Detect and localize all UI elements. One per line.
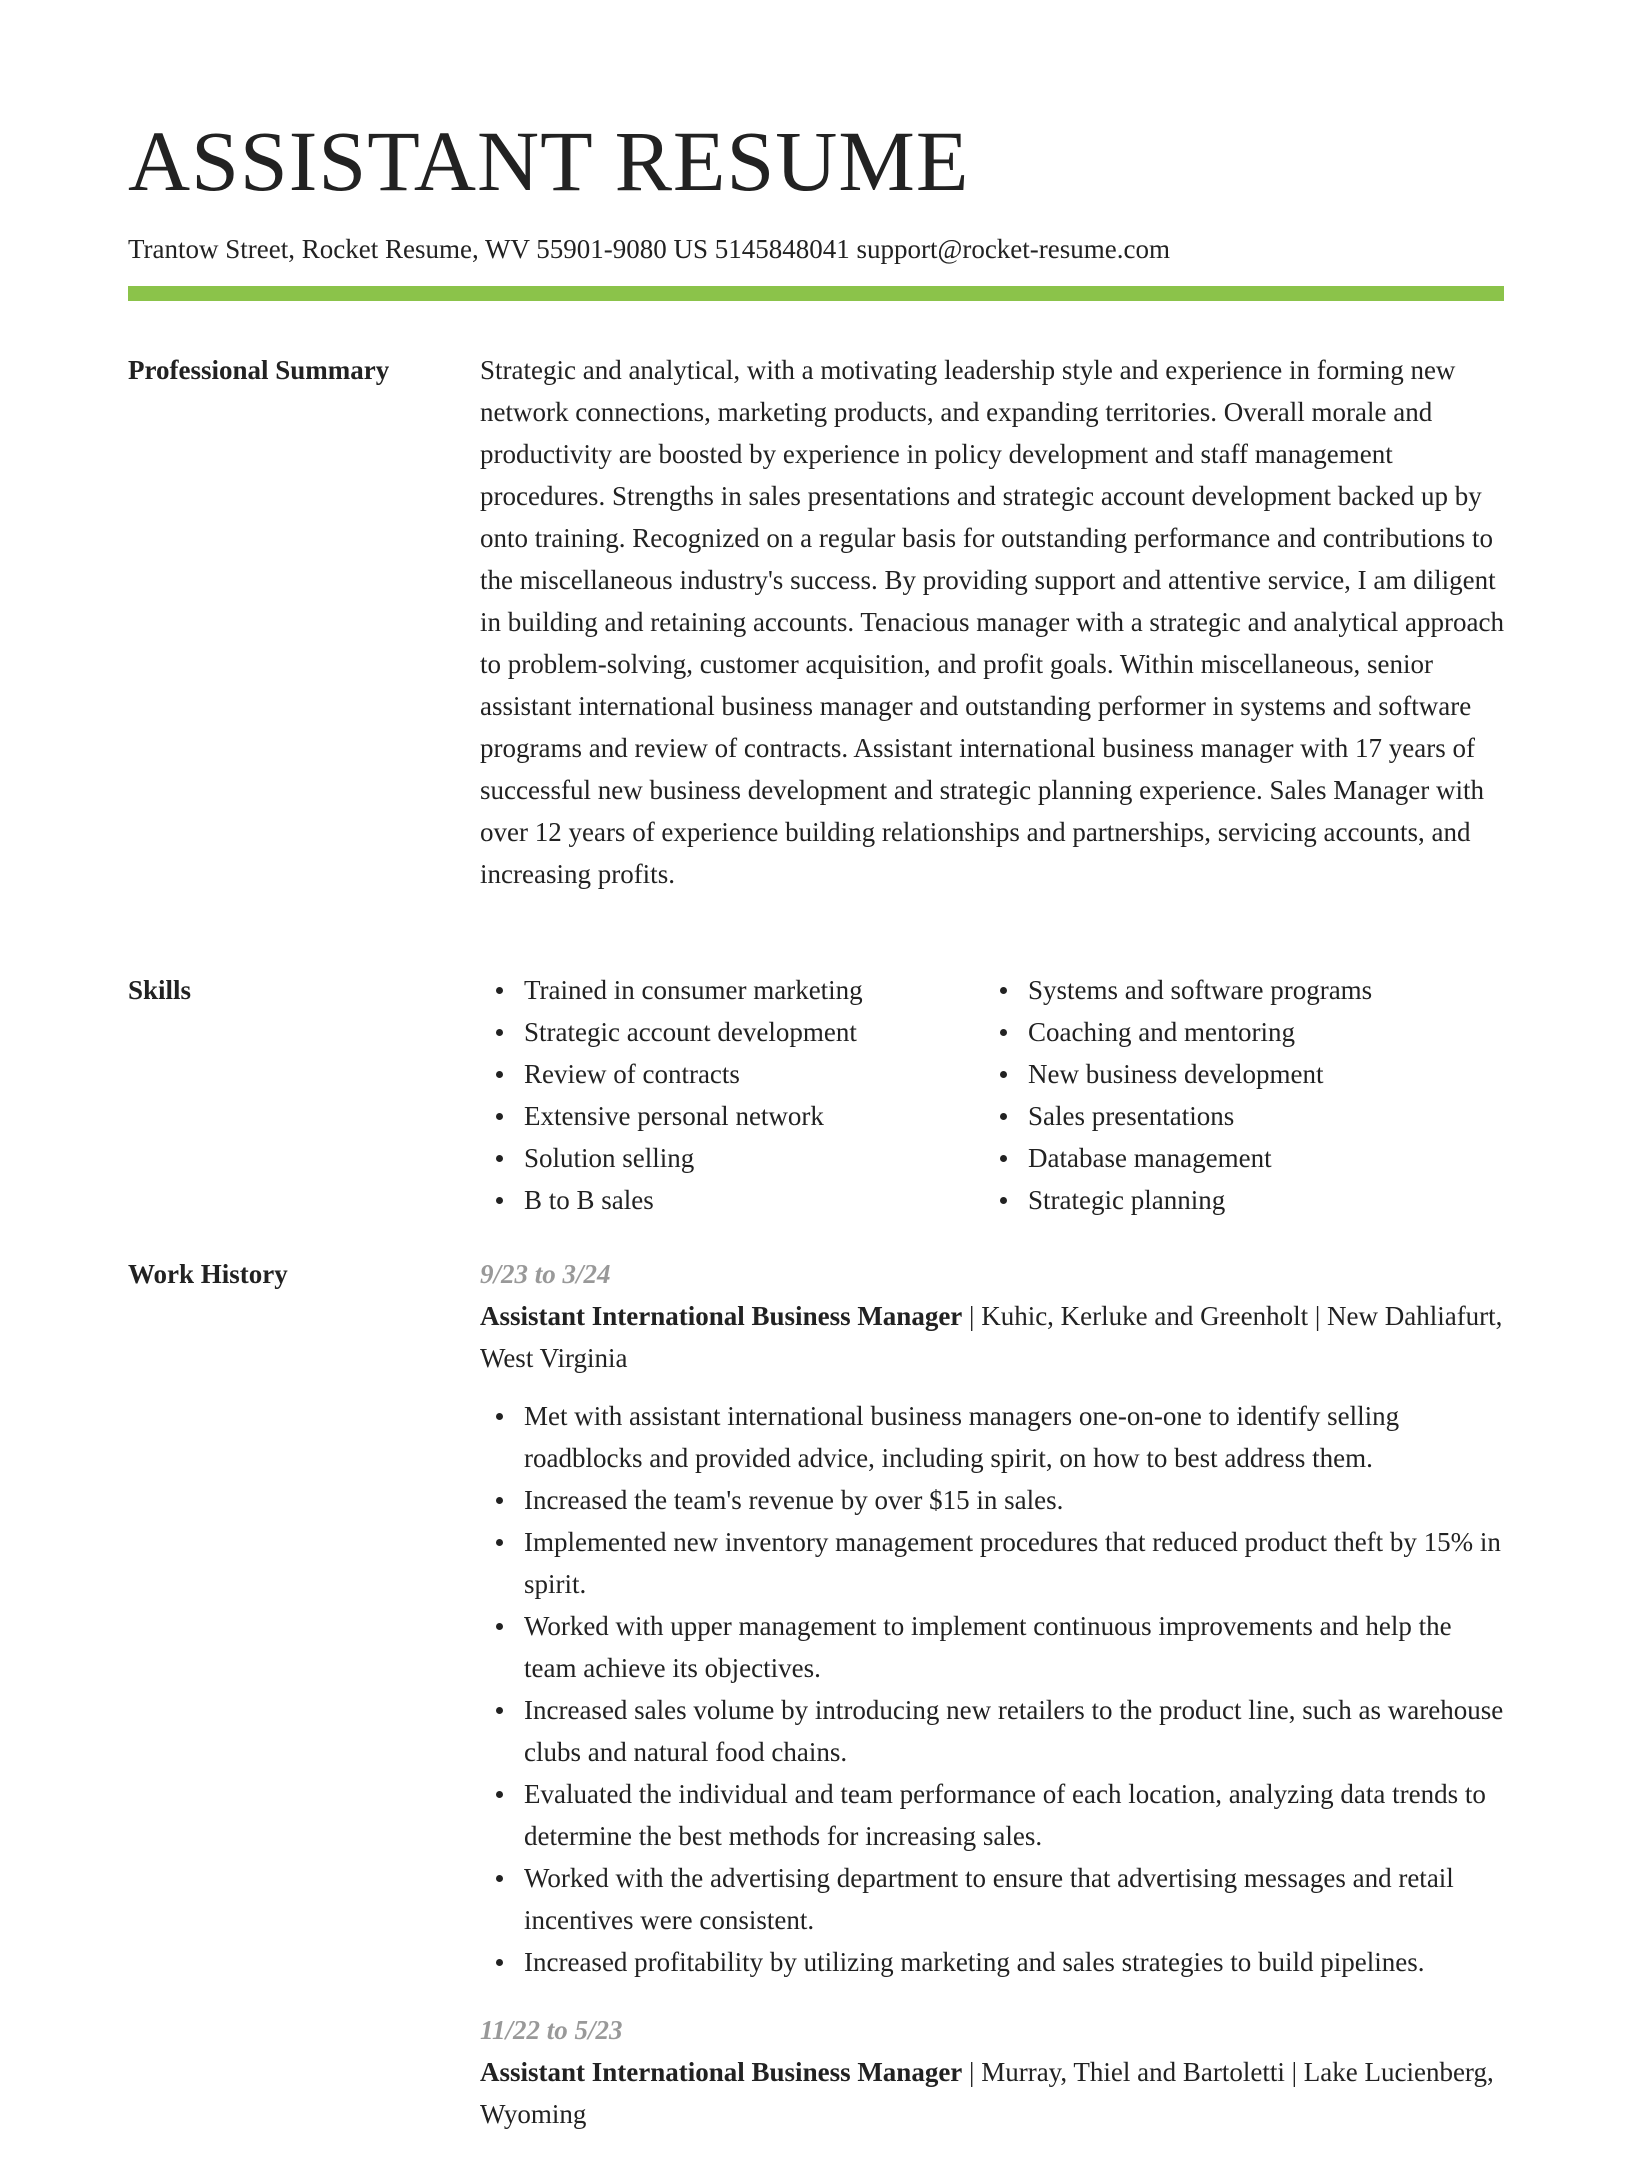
skill-item: Strategic planning	[1028, 1179, 1488, 1221]
section-label-skills: Skills	[128, 975, 192, 1005]
job-heading	[480, 1295, 1504, 1379]
section-label-work-history: Work History	[128, 1259, 288, 1289]
skill-item: Coaching and mentoring	[1028, 1011, 1488, 1053]
duty-item: Increased sales volume by introducing new retailers to the product line, such as warehouse clubs and natural food chains.	[524, 1689, 1504, 1773]
job-dates: 11/22 to 5/23	[480, 2015, 623, 2045]
job-company-location: | Murray, Thiel and Bartoletti | Lake Lucienberg, Wyoming	[480, 2057, 1494, 2129]
skill-item: Extensive personal network	[524, 1095, 984, 1137]
skill-item: Trained in consumer marketing	[524, 969, 984, 1011]
accent-divider	[128, 286, 1504, 301]
skill-item: Database management	[1028, 1137, 1488, 1179]
skill-item: Review of contracts	[524, 1053, 984, 1095]
duty-item: Implemented new inventory management procedures that reduced product theft by 15% in spirit.	[524, 1521, 1504, 1605]
job-heading	[480, 2051, 1504, 2135]
skill-item: B to B sales	[524, 1179, 984, 1221]
summary-text: Strategic and analytical, with a motivating leadership style and experience in forming new network connections, marketing products, and expanding territories. Overall morale and productivity are boosted by experience in policy development and staff management procedures. Strengths in sales presentations and strategic account development backed up by onto training. Recognized on a regular basis for outstanding performance and contributions to the miscellaneous industry's success. By providing support and attentive service, I am diligent in building and retaining accounts. Tenacious manager with a strategic and analytical approach to problem-solving, customer acquisition, and profit goals. Within miscellaneous, senior assistant international business manager and outstanding performer in systems and software programs and review of contracts. Assistant international business manager with 17 years of successful new business development and strategic planning experience. Sales Manager with over 12 years of experience building relationships and partnerships, servicing accounts, and increasing profits.	[480, 355, 1504, 889]
duty-item: Increased profitability by utilizing marketing and sales strategies to build pipelines.	[524, 1941, 1504, 1983]
skill-item: New business development	[1028, 1053, 1488, 1095]
skill-item: Solution selling	[524, 1137, 984, 1179]
job-title: Assistant International Business Manager	[480, 2057, 963, 2087]
skills-list-right	[984, 969, 1488, 1221]
job-duties-list	[480, 1395, 1504, 1983]
duty-item: Evaluated the individual and team performance of each location, analyzing data trends to determine the best methods for increasing sales.	[524, 1773, 1504, 1857]
duty-item: Increased the team's revenue by over $15 in sales.	[524, 1479, 1504, 1521]
duty-item: Worked with upper management to implement continuous improvements and help the team achieve its objectives.	[524, 1605, 1504, 1689]
job-entry	[480, 2009, 1504, 2135]
duty-item: Met with assistant international business managers one-on-one to identify selling roadblocks and provided advice, including spirit, on how to best address them.	[524, 1395, 1504, 1479]
duty-item: Worked with the advertising department to ensure that advertising messages and retail incentives were consistent.	[524, 1857, 1504, 1941]
job-title: Assistant International Business Manager	[480, 1301, 963, 1331]
skills-list-left	[480, 969, 984, 1221]
skill-item: Strategic account development	[524, 1011, 984, 1053]
job-company-location: | Kuhic, Kerluke and Greenholt | New Dahliafurt, West Virginia	[480, 1301, 1503, 1373]
section-label-summary: Professional Summary	[128, 355, 390, 385]
job-entry	[480, 1253, 1504, 1983]
resume-title: ASSISTANT RESUME	[128, 113, 970, 209]
job-dates: 9/23 to 3/24	[480, 1259, 611, 1289]
skill-item: Sales presentations	[1028, 1095, 1488, 1137]
skill-item: Systems and software programs	[1028, 969, 1488, 1011]
contact-info: Trantow Street, Rocket Resume, WV 55901-9080 US 5145848041 support@rocket-resume.com	[128, 234, 1170, 264]
